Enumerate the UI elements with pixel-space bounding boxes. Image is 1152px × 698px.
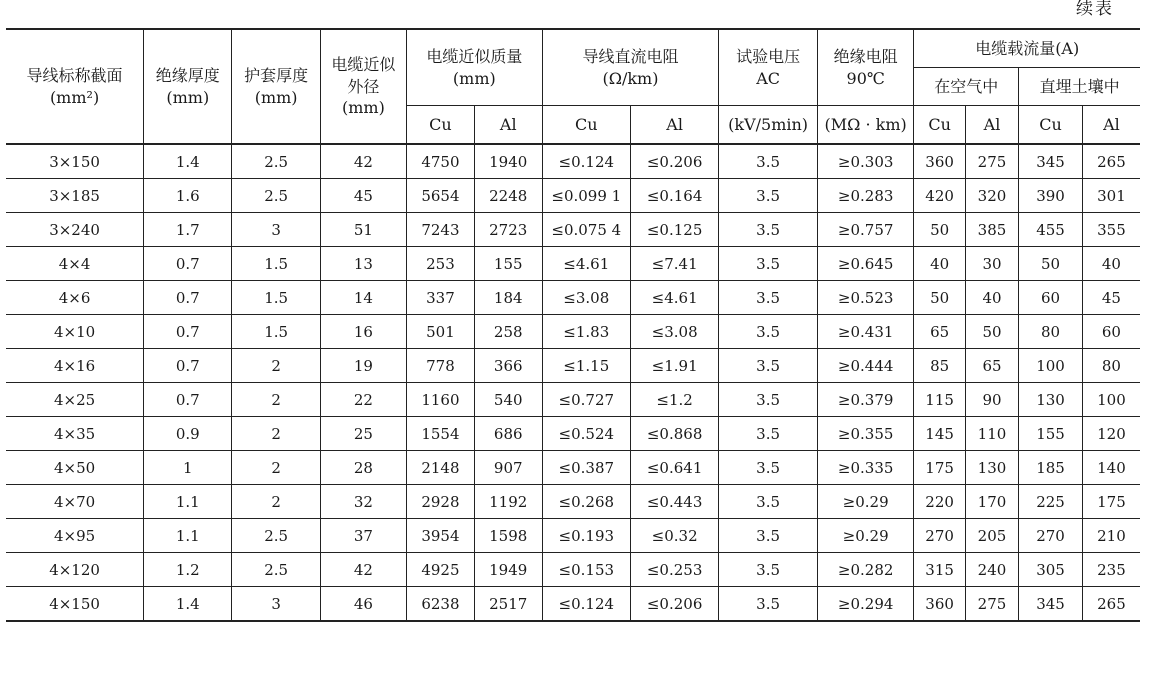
cell-soil-al: 210 [1082,519,1140,553]
cell-air-cu: 220 [914,485,965,519]
cell-soil-al: 265 [1082,587,1140,622]
cell-soil-cu: 100 [1019,349,1083,383]
header-voltage-unit: (kV/5min) [719,106,818,145]
cell-mass-cu: 1160 [407,383,475,417]
cell-insulation: 1 [144,451,232,485]
cell-voltage: 3.5 [719,213,818,247]
cell-soil-al: 45 [1082,281,1140,315]
table-row [6,213,1140,247]
cell-mass-cu: 3954 [407,519,475,553]
cell-soil-al: 355 [1082,213,1140,247]
cell-voltage: 3.5 [719,519,818,553]
cell-air-cu: 65 [914,315,965,349]
cell-soil-cu: 50 [1019,247,1083,281]
cell-resistance-cu: ≤0.387 [542,451,630,485]
table-row [6,179,1140,213]
cell-mass-al: 540 [474,383,542,417]
header-in-air: 在空气中 [914,68,1019,106]
cell-voltage: 3.5 [719,485,818,519]
cell-mass-cu: 1554 [407,417,475,451]
cell-section: 4×4 [6,247,144,281]
cell-mass-al: 1940 [474,144,542,179]
cell-voltage: 3.5 [719,281,818,315]
cell-insulation: 1.4 [144,144,232,179]
cell-air-cu: 115 [914,383,965,417]
cell-mass-cu: 337 [407,281,475,315]
cell-voltage: 3.5 [719,247,818,281]
cell-mass-al: 2248 [474,179,542,213]
cell-voltage: 3.5 [719,179,818,213]
table-row [6,281,1140,315]
cell-insulation-resistance: ≥0.379 [817,383,914,417]
cell-air-cu: 50 [914,213,965,247]
cell-insulation-resistance: ≥0.283 [817,179,914,213]
cell-resistance-cu: ≤0.075 4 [542,213,630,247]
cell-air-al: 320 [965,179,1018,213]
cell-resistance-cu: ≤0.268 [542,485,630,519]
cell-resistance-cu: ≤1.83 [542,315,630,349]
cell-sheath: 3 [232,213,320,247]
cell-voltage: 3.5 [719,587,818,622]
cell-soil-al: 301 [1082,179,1140,213]
cell-insulation: 0.7 [144,349,232,383]
header-mass-al: Al [474,106,542,145]
cell-air-al: 30 [965,247,1018,281]
table-row [6,315,1140,349]
cell-soil-al: 140 [1082,451,1140,485]
cell-insulation-resistance: ≥0.294 [817,587,914,622]
cell-resistance-cu: ≤0.124 [542,587,630,622]
cell-soil-al: 265 [1082,144,1140,179]
cell-resistance-cu: ≤0.524 [542,417,630,451]
cell-air-al: 50 [965,315,1018,349]
cell-insulation: 0.7 [144,247,232,281]
cell-soil-al: 60 [1082,315,1140,349]
cell-mass-cu: 778 [407,349,475,383]
table-row [6,451,1140,485]
cell-insulation: 0.7 [144,315,232,349]
cell-soil-cu: 225 [1019,485,1083,519]
cell-diameter: 16 [320,315,406,349]
header-air-cu: Cu [914,106,965,145]
cell-resistance-al: ≤0.641 [630,451,718,485]
cell-section: 4×95 [6,519,144,553]
cell-insulation-resistance: ≥0.355 [817,417,914,451]
cell-voltage: 3.5 [719,553,818,587]
cell-insulation-resistance: ≥0.645 [817,247,914,281]
cable-spec-table [6,28,1140,622]
cell-voltage: 3.5 [719,349,818,383]
cell-diameter: 13 [320,247,406,281]
table-row [6,417,1140,451]
cell-air-al: 130 [965,451,1018,485]
table-row [6,587,1140,622]
cell-sheath: 3 [232,587,320,622]
cell-section: 4×10 [6,315,144,349]
cell-resistance-al: ≤0.206 [630,587,718,622]
cell-voltage: 3.5 [719,451,818,485]
cell-mass-al: 155 [474,247,542,281]
table-header [6,29,1140,144]
cell-sheath: 2.5 [232,553,320,587]
cell-resistance-al: ≤4.61 [630,281,718,315]
cell-voltage: 3.5 [719,383,818,417]
cell-resistance-al: ≤3.08 [630,315,718,349]
cell-mass-al: 258 [474,315,542,349]
cell-sheath: 2 [232,417,320,451]
cell-diameter: 46 [320,587,406,622]
table-row [6,144,1140,179]
cell-mass-al: 1192 [474,485,542,519]
cell-resistance-cu: ≤0.124 [542,144,630,179]
cell-diameter: 45 [320,179,406,213]
cell-resistance-al: ≤1.2 [630,383,718,417]
cell-sheath: 2 [232,451,320,485]
header-insulation: 绝缘厚度 (mm) [144,29,232,144]
cell-mass-al: 907 [474,451,542,485]
header-insulation-resistance: 绝缘电阻 90℃ [817,29,914,106]
cell-soil-cu: 345 [1019,144,1083,179]
cell-soil-cu: 305 [1019,553,1083,587]
header-mass-cu: Cu [407,106,475,145]
header-sheath: 护套厚度 (mm) [232,29,320,144]
cell-air-cu: 270 [914,519,965,553]
cell-sheath: 2.5 [232,144,320,179]
cell-air-al: 275 [965,144,1018,179]
cell-resistance-al: ≤0.125 [630,213,718,247]
cell-mass-cu: 4750 [407,144,475,179]
header-resistance-cu: Cu [542,106,630,145]
cell-resistance-al: ≤0.443 [630,485,718,519]
header-soil-al: Al [1082,106,1140,145]
cell-voltage: 3.5 [719,417,818,451]
table-body [6,144,1140,621]
cell-soil-cu: 155 [1019,417,1083,451]
cell-air-al: 385 [965,213,1018,247]
cell-soil-cu: 130 [1019,383,1083,417]
cell-air-cu: 175 [914,451,965,485]
cell-insulation: 1.2 [144,553,232,587]
cell-mass-al: 366 [474,349,542,383]
cell-section: 4×50 [6,451,144,485]
cell-air-al: 40 [965,281,1018,315]
cell-diameter: 19 [320,349,406,383]
cell-section: 4×150 [6,587,144,622]
cell-insulation-resistance: ≥0.335 [817,451,914,485]
cell-voltage: 3.5 [719,315,818,349]
cell-mass-cu: 2148 [407,451,475,485]
cell-soil-cu: 390 [1019,179,1083,213]
cell-soil-al: 120 [1082,417,1140,451]
cell-sheath: 2.5 [232,519,320,553]
cell-insulation: 1.4 [144,587,232,622]
cell-insulation: 1.6 [144,179,232,213]
cell-resistance-al: ≤0.868 [630,417,718,451]
cell-mass-al: 184 [474,281,542,315]
cell-sheath: 2 [232,383,320,417]
cell-insulation: 0.9 [144,417,232,451]
cell-insulation-resistance: ≥0.303 [817,144,914,179]
cell-diameter: 37 [320,519,406,553]
cell-mass-cu: 4925 [407,553,475,587]
cell-section: 4×35 [6,417,144,451]
cell-resistance-cu: ≤0.153 [542,553,630,587]
table-row [6,519,1140,553]
cell-insulation: 1.1 [144,519,232,553]
cell-insulation-resistance: ≥0.444 [817,349,914,383]
cell-mass-cu: 6238 [407,587,475,622]
cell-resistance-al: ≤0.164 [630,179,718,213]
cell-soil-al: 80 [1082,349,1140,383]
cell-mass-cu: 501 [407,315,475,349]
cell-soil-al: 40 [1082,247,1140,281]
cell-air-al: 110 [965,417,1018,451]
cell-soil-cu: 80 [1019,315,1083,349]
header-air-al: Al [965,106,1018,145]
cell-section: 3×240 [6,213,144,247]
cell-insulation-resistance: ≥0.523 [817,281,914,315]
cell-soil-cu: 270 [1019,519,1083,553]
cell-air-al: 240 [965,553,1018,587]
cell-mass-al: 1598 [474,519,542,553]
cell-resistance-al: ≤7.41 [630,247,718,281]
header-voltage: 试验电压 AC [719,29,818,106]
cell-soil-cu: 60 [1019,281,1083,315]
cell-air-cu: 360 [914,144,965,179]
cell-section: 4×70 [6,485,144,519]
cell-resistance-cu: ≤4.61 [542,247,630,281]
cell-soil-al: 100 [1082,383,1140,417]
cell-mass-cu: 7243 [407,213,475,247]
table-row [6,349,1140,383]
table-row [6,247,1140,281]
cell-resistance-al: ≤0.206 [630,144,718,179]
header-in-soil: 直埋土壤中 [1019,68,1140,106]
cell-air-cu: 85 [914,349,965,383]
cell-mass-al: 2723 [474,213,542,247]
cell-section: 4×120 [6,553,144,587]
cell-insulation: 0.7 [144,281,232,315]
cell-diameter: 32 [320,485,406,519]
cell-mass-al: 1949 [474,553,542,587]
cell-mass-al: 2517 [474,587,542,622]
cell-insulation-resistance: ≥0.282 [817,553,914,587]
cell-mass-al: 686 [474,417,542,451]
header-resistance-al: Al [630,106,718,145]
table-row [6,383,1140,417]
table-row [6,485,1140,519]
cell-diameter: 22 [320,383,406,417]
cell-resistance-al: ≤0.253 [630,553,718,587]
cell-mass-cu: 2928 [407,485,475,519]
header-section: 导线标称截面 (mm²) [6,29,144,144]
cell-diameter: 25 [320,417,406,451]
cell-section: 4×25 [6,383,144,417]
cell-insulation: 1.1 [144,485,232,519]
cell-diameter: 42 [320,553,406,587]
cell-resistance-al: ≤1.91 [630,349,718,383]
cell-air-cu: 360 [914,587,965,622]
cell-insulation-resistance: ≥0.431 [817,315,914,349]
cell-sheath: 2 [232,485,320,519]
cell-mass-cu: 253 [407,247,475,281]
cell-insulation: 1.7 [144,213,232,247]
cell-sheath: 2 [232,349,320,383]
cell-soil-cu: 345 [1019,587,1083,622]
cell-sheath: 2.5 [232,179,320,213]
cell-sheath: 1.5 [232,315,320,349]
cell-resistance-cu: ≤0.099 1 [542,179,630,213]
cell-diameter: 28 [320,451,406,485]
continued-label: 续表 [1076,0,1114,19]
cell-soil-al: 175 [1082,485,1140,519]
cell-air-al: 170 [965,485,1018,519]
header-soil-cu: Cu [1019,106,1083,145]
cell-air-cu: 40 [914,247,965,281]
cell-air-al: 90 [965,383,1018,417]
cell-section: 3×150 [6,144,144,179]
header-diameter: 电缆近似 外径 (mm) [320,29,406,144]
cell-mass-cu: 5654 [407,179,475,213]
cell-air-al: 65 [965,349,1018,383]
cell-resistance-al: ≤0.32 [630,519,718,553]
table-row [6,553,1140,587]
cell-air-al: 205 [965,519,1018,553]
header-mass: 电缆近似质量 (mm) [407,29,543,106]
cell-resistance-cu: ≤0.727 [542,383,630,417]
cell-voltage: 3.5 [719,144,818,179]
cell-soil-cu: 455 [1019,213,1083,247]
cell-diameter: 42 [320,144,406,179]
cell-section: 4×16 [6,349,144,383]
cell-soil-al: 235 [1082,553,1140,587]
cell-insulation: 0.7 [144,383,232,417]
cell-section: 4×6 [6,281,144,315]
cell-sheath: 1.5 [232,281,320,315]
cell-diameter: 51 [320,213,406,247]
cell-insulation-resistance: ≥0.29 [817,485,914,519]
header-resistance: 导线直流电阻 (Ω/km) [542,29,719,106]
cell-air-cu: 420 [914,179,965,213]
cell-resistance-cu: ≤1.15 [542,349,630,383]
header-ampacity: 电缆载流量(A) [914,29,1140,68]
cell-air-cu: 315 [914,553,965,587]
cell-sheath: 1.5 [232,247,320,281]
cell-soil-cu: 185 [1019,451,1083,485]
cell-resistance-cu: ≤0.193 [542,519,630,553]
cell-air-al: 275 [965,587,1018,622]
cell-insulation-resistance: ≥0.757 [817,213,914,247]
header-insulation-resistance-unit: (MΩ · km) [817,106,914,145]
cell-diameter: 14 [320,281,406,315]
cell-resistance-cu: ≤3.08 [542,281,630,315]
cell-section: 3×185 [6,179,144,213]
cell-air-cu: 50 [914,281,965,315]
cell-insulation-resistance: ≥0.29 [817,519,914,553]
cell-air-cu: 145 [914,417,965,451]
